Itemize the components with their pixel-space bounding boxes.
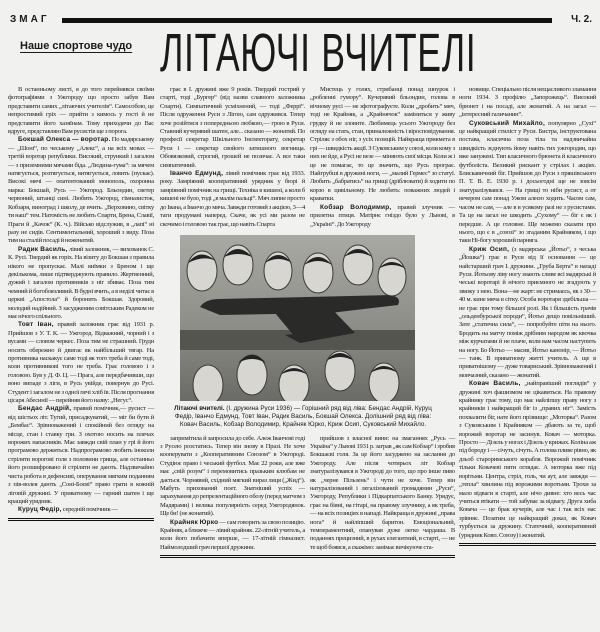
paragraph-text: грає в І. дружині вже 9 років. Твердий гострий у старті, тоді „Бургер“ (від назви славного заложника Спарти). Симпатичний усміхнений, — тоді „Феррі“. Після одруження Руси з Лігою, сам одружився. Тепер хоче розійтися з попередньою любкою,— грою в Руси. Ставний кучерявий шатен, але... сказано — жонатий. По професії секретар Шкільного Інспекторату, секретар Руси і — секретар свойого затишного вогнища. Обовязковий, строгий, грошей не позичає. А все таки симпатичний. — [160, 86, 305, 169]
paragraph-text: — сам говорить за свою позицію. Крайняк, а ближче — лівий крайняк. 22-літній учитель, а коли його побачити вперше, — 17-літній гімназист. Наймолодший грач першої дружини. — [160, 518, 305, 551]
paragraph-text: лівий помічник грає від 1933. року. Замріяний кооперативний урядник у бюрі й замріяний помічник на грищі. Техніка в кишені, а коли б кишені не було, тоді „в малім пальці“. Мяч липне просто до Івана, а Іванчо до мяча. Завжди готовий з акцією, 3—4 таги продумані наперед. Скаче, як усі ми разом не скочимо і головою так грає, що навіть Спарта — [160, 170, 305, 228]
paragraph-text: По мадярському — „Шоні“, по чеському „Алекс“, а на всіх мовах — третій воротар републики. Високий, стрункий і загалом — з приземними мячами біда. „Людина-гума“: за мячем натягується, розтягується, витягується, ловить (пускає). Високі мячі — опатентований монополь, охоронна марка: Бокшай, Русь — Ужгород. Бльондин, светер червоний, штанці сині. Любить Ужгород, гімназисток, Кобзаря, виноград і школу, де вчить. „Верховино, світку ти наш“ тем. Натомість не любить Спарти, Брена, Славії, Праги й „Качок“ (К. ч.). Військо відслужив, в „лапі“ ні разу не сидів. Сентиментальний, хороший з виду. Поза тим на сталій посаді й неженатий. — [8, 136, 154, 245]
player-name: Крайняк Юрко — [170, 518, 219, 526]
paragraph — [8, 506, 154, 514]
player-name: Бендас Андрій, — [18, 405, 72, 413]
paragraph — [8, 405, 154, 506]
publication-name: ЗМАГ — [10, 14, 50, 25]
paragraph — [8, 136, 154, 245]
page-number: Ч. 2. — [571, 14, 592, 25]
player-name: Кобзар Володимир, — [320, 203, 392, 211]
player-name: Іванчо Едмунд, — [170, 170, 224, 178]
column-1 — [8, 86, 154, 521]
section-kicker: Наше спортове чудо — [20, 40, 133, 52]
column-2-bottom — [160, 435, 305, 553]
team-photo-image — [180, 235, 415, 401]
player-name: Товт Іван, — [18, 321, 54, 329]
paragraph-text: новище. Спеціально після нещасливого зламання ноги 1934. З профілю „Запорожець“. Високий брюнет і на посаді, але жонатий. А на загал — „інтересний галичанин“. — [459, 86, 596, 119]
caption-lead: Літаючі вчителі. — [174, 404, 225, 412]
paragraph — [160, 170, 305, 229]
team-photo — [180, 235, 415, 401]
paragraph-text: правий злучник — прилетна птиця. Матірнє гніздо було у Львові, в „Україні“. До Ужгороду — [310, 203, 455, 228]
middle-bottom — [160, 435, 455, 559]
paragraph-text: середній помічник — — [61, 506, 118, 514]
player-name: Суковський Михайло, — [469, 119, 545, 127]
paragraph — [310, 204, 455, 229]
photo-caption — [168, 405, 438, 430]
player-name: Радик Василь, — [18, 245, 68, 253]
middle-top — [160, 86, 455, 229]
paragraph-text: правий помічник,— русист — від шістьох літ. Тугий, присадкуватий, — міг би бути й „Бембас“. Зрівноважений і спокійний без огляду на місце, стан і ставку гри. З охотою носить на плечах ворожих напасників. Має завжди свій план у грі й його програмово держиться. Надпрограмово любить іноколи стріляти ворогові голя з половини грища, але останньо його розшифровано й стріляти не дають. Надзвичайно чиста робота в дефенсиві, оперування мягким поданням з пів-волея дають „Соні-Боєві“ право грати в кожній ліговій дружині. У приватному — гарний шатен і ще кращий урядник. — [8, 405, 154, 505]
player-name: Бокшай Олекса — воротар. — [18, 136, 111, 144]
paragraph-text: В останньому листі, я до того перейнявся своїми фотографіями з Ужгороду що просто забув Вам представити самих „літаючих учителів“. Самособою, це непростимий гріх — прийти з кимось у гості й не представити його хазяїнам. Тому приходячи до Вас вдруге, представляю Вам русистів ще з порога. — [8, 86, 154, 136]
player-name: Куруц Федір, — [18, 506, 62, 514]
paragraph-text: лівий заложник, — вихованок С. К. Русі. Твердий як горіх. На візиту до Бокшая з правила нікого не пропускає. Малі виїмки з Бреном і ще декількома, лише підтверджують правило. Жертвенний, дужий і загалом противників з ніг збиває. Поза тим чемний й богобоязливий. В будні вчить, а в неділі читає в церкві „Апостола“ й боронить Бокшая. Здоровий, молодий надійний. З засудженим совітським Радеком не має нічого спільного. — [8, 245, 154, 320]
paragraph — [310, 86, 455, 204]
caption-text: (І. дружина Руси 1936) — Горішний ряд від ліва: Бендас Андрій, Куруц Федір, Іванчо Едмунд, Товт Іван, Радик Василь, Бокшай Олекса. Долішний ряд від ліва: Ковач Василь, Кобзар Володимир, Крайняк Юрко, Криж Осип, Суковський Михайло. — [174, 404, 432, 429]
column-4 — [459, 86, 596, 546]
paragraph-text: „найправіший поглядів“ у дружині хоч фашизмом не цікавиться. На правому крайнику грає тому, що має найліпшу праву ногу з крайників і найкращий біг із „правих ніг“. Замість похвалити біг, нате його прізвище: „Моторка“. Разом з Суковським і Крайняком — дбають за те, щоб ворожий воротар не засинув. Ковач — моторка. Просто — Дізель у ногах і Дізель у крижах. Коліна аж під бороду і — січуть, січуть. А голова пливе рівно, як дзьоб староримського корабля. Ворожий помічник тільки Ковачеві пяти оглядає. А моторка вже під ворітьми. Центра, стріл, голь, чи аут, але завжди — „тепла“ хвилина під ворожими воротьми. Трохи за мало відваги в старті, але нічо дивне: хто весь час учиться втікати — той забуває за відвагу. Друга хиба Ковача — це брак кучерів, але час і так всіх нас зрівняє. Позатим це найкращий доказ, як Ковач турбується за дружину. Статечний, кооперативний (урядник Ковп. Союзу) і жонатий. — [459, 380, 597, 539]
paragraph — [160, 86, 305, 170]
paragraph — [8, 246, 154, 322]
paragraph — [310, 435, 455, 553]
middle-columns — [160, 86, 455, 558]
paragraph-text: (з мадярська „Йотьо“, з чеська „Йошка“) грає в Руси від її основання — це найстарший грач І. дружини. „Груба Берта“ в нападі Руси. Йотьову ліву ногу знають сливе всі мадярські й чеські воротарі й нічого приємного не згадують у звязку з нею. Вона—не жарт: не стримаєсь, як з 30—40 м. кине мяча в сітку. Особа воротаря здебільша — не грає при тому більшої ролі. Як і більшість грачів „ольденбурської породи“, Йотьо дещо повільніший. Зате „статична сила“, — попробуйте піти на нього. Бродить на матчу поміж дрібним народом як квочка між курчатами й не плаче, коли вам часом наступить на ногу. Бо Йотьо — масив, Йотьо канонір, — Йотьо — танк. В приватному житті учитель. А ще в приватнішому — дуже товариський. Зрівноважений і мовчазний, сказано — жонатий. — [459, 245, 596, 379]
player-name: Ковач Василь, — [469, 380, 521, 388]
paragraph-text: прийшов з власної вини: на змаганнях „Русь — Україна“ у Львові 1931 р. заграв „як сам Кобзар“ і зробив Бокшаєві голя. За це його засуджено на заслання до Ужгороду. Але після чотирьох літ Кобзар знатуралізувався в Ужгороді до того, що про інше пиво як „черне Пільзень“ і чути не хоче. Тепер він натуралізований і легалізований громадянин „Руси“, Ужгороду, Републики і Підкарпатського Банку. Урядує, грає на біяні, на гітарі, на правому злучнику, а як треба, — на всіх позиціях в нападі. Найкраща в дружині „права нога“ й найліпший баритон. Емоціональний, темпераментний, опанував дуже легко чардаша. В поданнях прецизний, в рухах елегантний, в старті, — не те щоб боявся, а скажімо: занімає вичікуюче ста- — [310, 434, 455, 551]
column-3-top — [310, 86, 455, 229]
paragraph — [459, 86, 596, 120]
player-name: Криж Осип, — [469, 245, 510, 253]
paragraph — [459, 120, 596, 246]
paragraph-text: правий заложник грає від 1931 р. Прийшов з У. Т. К. — Ужгород. Відважний, чорний і з вусами — словом черкес. Поза тим не страшний. Груди носить обережно й двигає як найбільший тягар. На противника наскакує саме тоді як того треба й саме тоді, коли противникові того не треба. Грає головою і з головою. Був у Д. Ф. Ц. — Прага, але передбачивши, що воно випаде з ліги, в Русь увійде, повернув до Русі. Студент і загалом не з одної печі хліб їв. Після прогнання цісаря Абесинії — перейняв його назву: „Негус“. — [8, 321, 154, 405]
paragraph-text: популярно „Сухі“ це найкращий стиліст у Руси. Бистра, інструктована постава, класична поза тіла та надзвичайна швидкість зєднують йому навіть тих ужгородян, що вже занужені. Тип класичного брюнета й класичного футболіста. Великий рискант у стрілах і акціях. Блискавичний біг. Прийшов до Руси з пряшівського П. Т. В. Е. 1930 р. і досьогодні ще не зовсім знатуралізувався. — На грищі то ніби русист, а от вечером сам понад Ужом алеєю ходить. Часом сам, часом не сам, — але в в усякому разі не з русистами. Та це на загал не шкодить „Сухому“ — біг є як і передше. А це головне. Ще можемо сказати про нього, що є в „союзі“ зо згаданим Крайняком, і що таки Ні-богу хороший парняга. — [459, 119, 596, 245]
column-3-bottom — [310, 435, 455, 553]
column-2-top — [160, 86, 305, 229]
paragraph — [459, 380, 596, 540]
paragraph — [459, 246, 596, 381]
paragraph — [160, 435, 305, 519]
paragraph-text: запримітила й запросила до себе. Алеж Іванчові годі з Русею розстатись. Тепер він знову в Празі. Не хоче кооперувати з „Кооперативним Союзом“ в Ужгороді. Студіює право і чеський футбол. Має 22 роки, але вже має „свій розум“ і перемовитись празьким клюбам не дається. Чорнявий, східний мягкий вираз лиця („Жид“). Мабуть прихований поет. Знатніший успіх — зарахування до репрезентаційного обозу (перед матчом з Мадярами) і велика популярність серед Ужгородянок. Ще би! (не жонатий). — [160, 434, 305, 518]
paragraph — [8, 321, 154, 405]
article-title: ЛІТАЮЧІ ВЧИТЕЛІ — [160, 23, 477, 83]
paragraph — [8, 86, 154, 136]
paragraph-text: Мистець у голях, стрибанці понад шнурок і „робленні гумору“. Кучерявий бльондин, голова в вічному русі — не зфотографуєте. Коли „дробить“ мяч, тоді не Крайняк, а „Крайнячок“ заміниться у живу грудку й не зловите. Любимець усього Ужгороду без огляду на стать, стан, приналежність і віросповідування. Стріляє з обох ніг, з усіх позицій. Найкраща прикмета в грі — швидкість акції. З Суковським у союзі, коли кому з них не йде, а Русі не везе — міняють свої місця. Коли ж і це не помагає, то це значить, що Русь програє. Найгрубші в дружині ноги, — „малий Гермес“ зо статуї. Любить „бабратись“ на грищі (дріблювати) й ходити по корзо в цивільному. Не любить: поважних людей і краватки. — [310, 86, 455, 203]
paragraph — [160, 519, 305, 553]
